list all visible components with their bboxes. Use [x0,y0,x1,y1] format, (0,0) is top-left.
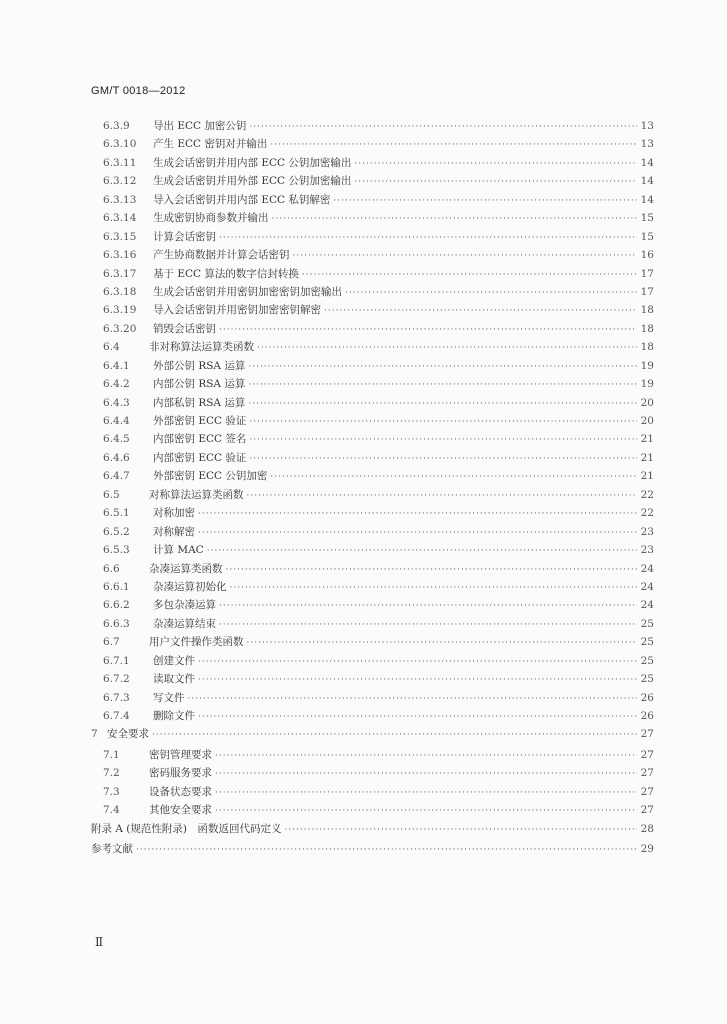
toc-entry-number: 6.3.10 [103,138,137,151]
toc-entry-title: 生成会话密钥并用密钥加密密钥加密输出 [153,285,342,298]
dot-leader [324,302,637,320]
toc-entry-title: 产生协商数据并计算会话密钥 [153,249,290,262]
toc-entry-page: 24 [640,562,654,575]
dot-leader [207,542,637,560]
toc-entry-page: 22 [640,488,654,501]
dot-leader [215,765,637,783]
toc-entry[interactable] [91,320,654,338]
toc-entry-title: 生成密钥协商参数并输出 [153,212,269,225]
toc-entry[interactable] [91,596,654,614]
toc-entry[interactable] [91,246,654,264]
dot-leader [249,413,637,431]
toc-entry-number: 6.6.1 [103,580,130,593]
dot-leader [198,524,637,542]
toc-entry[interactable] [91,283,654,301]
toc-entry[interactable] [91,840,654,861]
toc-entry-page: 25 [640,636,654,649]
dot-leader [249,118,637,136]
toc-entry-page: 25 [640,673,654,686]
toc-entry-page: 19 [640,359,654,372]
dot-leader [249,431,637,449]
dot-leader [247,634,638,652]
toc-entry-title: 内部私钥 RSA 运算 [153,396,246,409]
toc-entry-page: 14 [640,156,654,169]
toc-entry-title: 外部公钥 RSA 运算 [153,359,246,372]
toc-entry[interactable] [91,191,654,209]
toc-entry-page: 23 [640,544,654,557]
toc-entry-number: 7.2 [103,767,120,780]
toc-entry-number: 6.4.5 [103,433,130,446]
dot-leader [248,376,637,394]
toc-entry-page: 22 [640,507,654,520]
toc-entry[interactable] [91,394,654,412]
toc-entry-title: 附录 A (规范性附录) 函数返回代码定义 [91,822,282,835]
toc-entry-number: 6.3.14 [103,212,137,225]
dot-leader [188,690,638,708]
toc-entry-number: 6.3.13 [103,193,137,206]
toc-entry-page: 14 [640,175,654,188]
toc-entry-title: 外部密钥 ECC 公钥加密 [153,470,268,483]
toc-entry-page: 27 [640,785,654,798]
toc-entry[interactable] [91,707,654,725]
dot-leader [198,671,637,689]
toc-entry-title: 对称解密 [153,525,195,538]
toc-entry[interactable] [91,357,654,375]
dot-leader [198,653,637,671]
toc-entry-title: 销毁会话密钥 [153,322,216,335]
toc-entry-page: 16 [640,249,654,262]
toc-entry[interactable] [91,689,654,707]
dot-leader [219,321,637,339]
toc-entry-number: 6.4.7 [103,470,130,483]
dot-leader [249,450,637,468]
dot-leader [215,802,637,820]
toc-entry-title: 杂凑运算初始化 [153,580,227,593]
toc-entry-page: 27 [640,748,654,761]
dot-leader [354,173,637,191]
toc-entry-page: 29 [640,843,654,856]
toc-entry-number: 6.5.1 [103,507,130,520]
toc-entry[interactable] [91,338,654,356]
toc-entry-page: 24 [640,599,654,612]
toc-entry-page: 18 [640,322,654,335]
toc-entry-number: 6.7.1 [103,654,130,667]
table-of-contents [91,117,654,861]
dot-leader [302,266,637,284]
toc-entry-title: 对称算法运算类函数 [149,488,244,501]
toc-entry-page: 21 [640,470,654,483]
toc-entry-title: 设备状态要求 [149,785,212,798]
toc-entry-page: 19 [640,378,654,391]
toc-entry-title: 产生 ECC 密钥对并输出 [153,138,268,151]
dot-leader [198,708,637,726]
toc-entry-title: 杂凑运算结束 [153,617,216,630]
toc-entry-page: 27 [640,767,654,780]
toc-entry-number: 7.1 [103,748,120,761]
toc-entry-title: 内部密钥 ECC 签名 [153,433,247,446]
toc-entry-title: 读取文件 [153,673,195,686]
toc-entry-number: 6.6.3 [103,617,130,630]
toc-entry-title: 内部公钥 RSA 运算 [153,378,246,391]
toc-entry-number: 6.6 [103,562,120,575]
toc-entry-page: 25 [640,617,654,630]
toc-entry-page: 20 [640,415,654,427]
toc-entry[interactable] [91,504,654,522]
toc-entry-title: 导出 ECC 加密公钥 [153,120,247,132]
toc-entry-page: 18 [640,341,654,354]
toc-entry-page: 18 [640,304,654,317]
toc-entry-number: 6.3.16 [103,249,137,262]
toc-entry-page: 27 [640,728,654,741]
toc-entry[interactable] [91,523,654,541]
toc-entry-page: 28 [640,822,654,835]
toc-entry-page: 24 [640,580,654,593]
toc-entry-number: 6.4.6 [103,451,130,464]
dot-leader [248,395,637,413]
toc-entry-number: 6.4 [103,341,120,354]
toc-entry[interactable] [91,209,654,227]
toc-entry[interactable] [91,135,654,153]
dot-leader [345,284,637,302]
toc-entry[interactable] [91,560,654,578]
toc-entry-number: 6.5.2 [103,525,130,538]
toc-entry-number: 6.6.2 [103,599,130,612]
toc-entry-number: 6.7 [103,636,120,649]
dot-leader [215,747,637,765]
toc-entry[interactable] [91,783,654,801]
toc-entry-title: 外部密钥 ECC 验证 [153,415,247,427]
toc-entry[interactable] [91,670,654,688]
toc-entry-number: 6.3.9 [103,120,130,132]
toc-entry-number: 6.4.4 [103,415,130,427]
toc-entry-title: 删除文件 [153,710,195,722]
toc-entry-number: 6.3.19 [103,304,137,317]
toc-entry[interactable] [91,652,654,670]
toc-entry-page: 15 [640,230,654,243]
toc-entry[interactable] [91,764,654,782]
toc-entry[interactable] [91,725,654,746]
dot-leader [226,561,638,579]
toc-entry-number: 6.7.2 [103,673,130,686]
toc-entry[interactable] [91,449,654,467]
dot-leader [136,841,637,859]
dot-leader [230,579,638,597]
toc-entry-title: 计算会话密钥 [153,230,216,243]
toc-entry[interactable] [91,117,654,135]
toc-entry-number: 6.5.3 [103,544,130,557]
dot-leader [219,616,637,634]
toc-entry[interactable] [91,578,654,596]
toc-entry-page: 25 [640,654,654,667]
toc-entry-title: 密码服务要求 [149,767,212,780]
toc-entry-page: 13 [640,120,654,132]
toc-entry-title: 写文件 [153,691,185,704]
dot-leader [215,784,637,802]
toc-entry[interactable] [91,615,654,633]
toc-entry-page: 26 [640,710,654,722]
toc-entry-number: 6.7.4 [103,710,130,722]
toc-entry[interactable] [91,541,654,559]
toc-entry[interactable] [91,633,654,651]
toc-entry-title: 创建文件 [153,654,195,667]
toc-entry-number: 7.3 [103,785,120,798]
toc-entry-title: 用户文件操作类函数 [149,636,244,649]
toc-entry-number: 6.3.15 [103,230,137,243]
dot-leader [272,210,638,228]
toc-entry-page: 17 [640,285,654,298]
toc-entry-page: 21 [640,451,654,464]
dot-leader [152,726,637,744]
toc-entry-title: 非对称算法运算类函数 [149,341,254,354]
toc-entry-number: 6.7.3 [103,691,130,704]
toc-entry[interactable] [91,801,654,819]
toc-entry[interactable] [91,301,654,319]
toc-entry-number: 7 [91,728,98,741]
dot-leader [198,505,637,523]
toc-entry[interactable] [91,412,654,430]
toc-entry-number: 6.3.20 [103,322,137,335]
toc-entry[interactable] [91,820,654,841]
toc-entry-number: 6.5 [103,488,120,501]
toc-entry[interactable] [91,228,654,246]
toc-entry-number: 6.3.11 [103,156,137,169]
toc-entry-number: 6.3.17 [103,267,137,280]
toc-entry-title: 生成会话密钥并用外部 ECC 公钥加密输出 [153,175,352,188]
toc-entry-page: 26 [640,691,654,704]
toc-entry-number: 7.4 [103,804,120,817]
dot-leader [270,136,637,154]
toc-entry-number: 6.3.18 [103,285,137,298]
toc-entry-title: 安全要求 [107,728,149,741]
toc-entry[interactable] [91,467,654,485]
dot-leader [270,468,637,486]
dot-leader [354,155,637,173]
toc-entry-title: 计算 MAC [153,544,204,557]
toc-entry[interactable] [91,746,654,764]
toc-entry-page: 21 [640,433,654,446]
page-number-roman: Ⅱ [95,935,104,949]
toc-entry-number: 6.4.3 [103,396,130,409]
dot-leader [293,247,638,265]
toc-entry-page: 13 [640,138,654,151]
toc-entry-number: 6.4.2 [103,378,130,391]
dot-leader [284,821,637,839]
toc-entry-page: 23 [640,525,654,538]
toc-entry-page: 20 [640,396,654,409]
toc-entry[interactable] [91,154,654,172]
toc-entry-title: 密钥管理要求 [149,748,212,761]
toc-entry-title: 多包杂凑运算 [153,599,216,612]
toc-entry[interactable] [91,265,654,283]
dot-leader [219,597,637,615]
toc-entry-page: 27 [640,804,654,817]
toc-entry[interactable] [91,430,654,448]
toc-entry[interactable] [91,375,654,393]
toc-entry-page: 14 [640,193,654,206]
dot-leader [247,487,638,505]
dot-leader [333,192,637,210]
toc-entry-title: 杂凑运算类函数 [149,562,223,575]
toc-entry-title: 生成会话密钥并用内部 ECC 公钥加密输出 [153,156,352,169]
toc-entry[interactable] [91,172,654,190]
toc-entry-page: 17 [640,267,654,280]
toc-entry-title: 其他安全要求 [149,804,212,817]
toc-entry[interactable] [91,486,654,504]
dot-leader [219,229,637,247]
toc-entry-number: 6.4.1 [103,359,130,372]
toc-entry-title: 参考文献 [91,843,133,856]
toc-entry-title: 导入会话密钥并用密钥加密密钥解密 [153,304,321,317]
dot-leader [257,339,637,357]
toc-entry-title: 导入会话密钥并用内部 ECC 私钥解密 [153,193,331,206]
toc-entry-page: 15 [640,212,654,225]
dot-leader [248,358,637,376]
toc-entry-title: 基于 ECC 算法的数字信封转换 [153,267,299,280]
standard-code-header: GM/T 0018—2012 [91,85,186,97]
toc-entry-number: 6.3.12 [103,175,137,188]
toc-entry-title: 内部密钥 ECC 验证 [153,451,247,464]
toc-entry-title: 对称加密 [153,507,195,520]
